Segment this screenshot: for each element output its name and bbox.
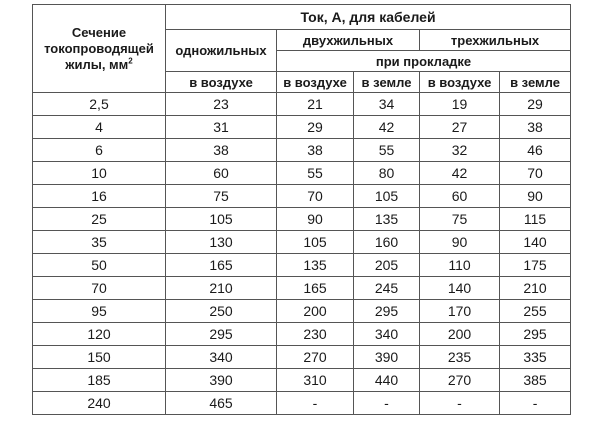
cable-current-table bbox=[32, 4, 571, 415]
table-row bbox=[33, 392, 571, 415]
two-core-ground-cell: 390 bbox=[354, 346, 420, 369]
three-core-ground-cell: 29 bbox=[500, 93, 571, 116]
two-core-air-cell: - bbox=[277, 392, 354, 415]
two-core-ground-header: в земле bbox=[354, 72, 420, 93]
two-core-air-cell: 165 bbox=[277, 277, 354, 300]
table-body bbox=[33, 93, 571, 415]
three-core-ground-cell: 335 bbox=[500, 346, 571, 369]
three-core-air-cell: 19 bbox=[420, 93, 500, 116]
laying-header: при прокладке bbox=[277, 51, 571, 72]
table-row bbox=[33, 208, 571, 231]
table-row bbox=[33, 93, 571, 116]
three-core-ground-cell: 385 bbox=[500, 369, 571, 392]
two-core-air-cell: 29 bbox=[277, 116, 354, 139]
section-header bbox=[33, 5, 166, 93]
single-core-air-cell: 165 bbox=[166, 254, 277, 277]
three-core-ground-cell: 115 bbox=[500, 208, 571, 231]
three-core-air-cell: 110 bbox=[420, 254, 500, 277]
three-core-air-cell: 170 bbox=[420, 300, 500, 323]
section-header-unit: жилы, мм bbox=[65, 56, 129, 72]
two-core-air-cell: 230 bbox=[277, 323, 354, 346]
three-core-ground-cell: 175 bbox=[500, 254, 571, 277]
three-core-air-cell: 27 bbox=[420, 116, 500, 139]
table-row bbox=[33, 300, 571, 323]
single-core-air-cell: 130 bbox=[166, 231, 277, 254]
single-core-air-cell: 23 bbox=[166, 93, 277, 116]
section-cell: 2,5 bbox=[33, 93, 166, 116]
table-row bbox=[33, 369, 571, 392]
section-cell: 95 bbox=[33, 300, 166, 323]
two-core-ground-cell: 34 bbox=[354, 93, 420, 116]
single-core-air-cell: 105 bbox=[166, 208, 277, 231]
two-core-ground-cell: 295 bbox=[354, 300, 420, 323]
two-core-ground-cell: - bbox=[354, 392, 420, 415]
single-core-air-cell: 38 bbox=[166, 139, 277, 162]
two-core-ground-cell: 245 bbox=[354, 277, 420, 300]
section-cell: 4 bbox=[33, 116, 166, 139]
section-cell: 50 bbox=[33, 254, 166, 277]
two-core-ground-cell: 205 bbox=[354, 254, 420, 277]
section-header-line2: токопроводящей bbox=[44, 40, 154, 56]
table-row bbox=[33, 277, 571, 300]
table-row bbox=[33, 139, 571, 162]
section-cell: 35 bbox=[33, 231, 166, 254]
two-core-air-cell: 55 bbox=[277, 162, 354, 185]
two-core-ground-cell: 340 bbox=[354, 323, 420, 346]
table-row bbox=[33, 116, 571, 139]
two-core-ground-cell: 55 bbox=[354, 139, 420, 162]
three-core-ground-cell: 140 bbox=[500, 231, 571, 254]
cable-current-table-container bbox=[32, 4, 571, 415]
two-core-header: двухжильных bbox=[277, 30, 420, 51]
single-core-air-header: в воздухе bbox=[166, 72, 277, 93]
two-core-ground-cell: 135 bbox=[354, 208, 420, 231]
section-cell: 185 bbox=[33, 369, 166, 392]
single-core-air-cell: 210 bbox=[166, 277, 277, 300]
three-core-air-cell: 90 bbox=[420, 231, 500, 254]
single-core-air-cell: 340 bbox=[166, 346, 277, 369]
section-cell: 240 bbox=[33, 392, 166, 415]
single-core-air-cell: 250 bbox=[166, 300, 277, 323]
two-core-air-cell: 21 bbox=[277, 93, 354, 116]
table-row bbox=[33, 346, 571, 369]
two-core-air-cell: 38 bbox=[277, 139, 354, 162]
three-core-air-cell: 60 bbox=[420, 185, 500, 208]
two-core-ground-cell: 105 bbox=[354, 185, 420, 208]
three-core-ground-cell: 70 bbox=[500, 162, 571, 185]
section-cell: 70 bbox=[33, 277, 166, 300]
three-core-air-cell: - bbox=[420, 392, 500, 415]
section-cell: 16 bbox=[33, 185, 166, 208]
table-row bbox=[33, 231, 571, 254]
table-row bbox=[33, 162, 571, 185]
three-core-ground-cell: 38 bbox=[500, 116, 571, 139]
two-core-ground-cell: 80 bbox=[354, 162, 420, 185]
two-core-ground-cell: 160 bbox=[354, 231, 420, 254]
single-core-air-cell: 75 bbox=[166, 185, 277, 208]
two-core-air-cell: 270 bbox=[277, 346, 354, 369]
two-core-ground-cell: 440 bbox=[354, 369, 420, 392]
three-core-ground-cell: 46 bbox=[500, 139, 571, 162]
three-core-air-header: в воздухе bbox=[420, 72, 500, 93]
section-header-sup: 2 bbox=[128, 56, 133, 66]
section-cell: 150 bbox=[33, 346, 166, 369]
single-core-air-cell: 60 bbox=[166, 162, 277, 185]
three-core-ground-cell: 255 bbox=[500, 300, 571, 323]
three-core-air-cell: 75 bbox=[420, 208, 500, 231]
two-core-air-cell: 105 bbox=[277, 231, 354, 254]
two-core-air-cell: 135 bbox=[277, 254, 354, 277]
two-core-air-cell: 90 bbox=[277, 208, 354, 231]
two-core-ground-cell: 42 bbox=[354, 116, 420, 139]
single-core-header: одножильных bbox=[166, 30, 277, 72]
current-header: Ток, А, для кабелей bbox=[166, 5, 571, 30]
three-core-ground-cell: 90 bbox=[500, 185, 571, 208]
three-core-air-cell: 270 bbox=[420, 369, 500, 392]
single-core-air-cell: 465 bbox=[166, 392, 277, 415]
section-header-line1: Сечение bbox=[71, 24, 127, 40]
table-row bbox=[33, 323, 571, 346]
three-core-air-cell: 200 bbox=[420, 323, 500, 346]
table-row bbox=[33, 185, 571, 208]
three-core-air-cell: 235 bbox=[420, 346, 500, 369]
single-core-air-cell: 31 bbox=[166, 116, 277, 139]
section-cell: 6 bbox=[33, 139, 166, 162]
table-row bbox=[33, 254, 571, 277]
three-core-air-cell: 42 bbox=[420, 162, 500, 185]
section-cell: 25 bbox=[33, 208, 166, 231]
two-core-air-cell: 70 bbox=[277, 185, 354, 208]
three-core-ground-cell: - bbox=[500, 392, 571, 415]
single-core-air-cell: 390 bbox=[166, 369, 277, 392]
three-core-ground-cell: 295 bbox=[500, 323, 571, 346]
single-core-air-cell: 295 bbox=[166, 323, 277, 346]
section-cell: 10 bbox=[33, 162, 166, 185]
three-core-ground-cell: 210 bbox=[500, 277, 571, 300]
two-core-air-cell: 310 bbox=[277, 369, 354, 392]
section-cell: 120 bbox=[33, 323, 166, 346]
three-core-air-cell: 140 bbox=[420, 277, 500, 300]
section-header-line3 bbox=[33, 57, 165, 73]
three-core-header: трехжильных bbox=[420, 30, 571, 51]
three-core-air-cell: 32 bbox=[420, 139, 500, 162]
two-core-air-cell: 200 bbox=[277, 300, 354, 323]
three-core-ground-header: в земле bbox=[500, 72, 571, 93]
two-core-air-header: в воздухе bbox=[277, 72, 354, 93]
